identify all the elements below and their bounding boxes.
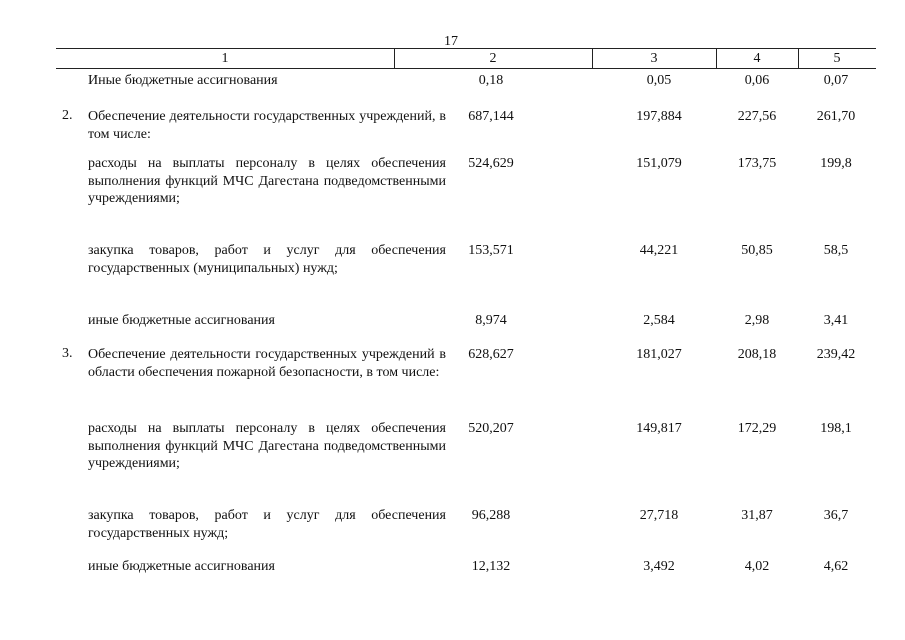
row-value-col4: 227,56 xyxy=(737,109,777,124)
row-description: иные бюджетные ассигнования xyxy=(88,313,275,328)
row-value-col4: 0,06 xyxy=(744,73,770,88)
row-value-col3: 197,884 xyxy=(636,109,682,124)
row-value-col5: 0,07 xyxy=(823,73,849,88)
row-description: закупка товаров, работ и услуг для обеспечения государственных нужд; xyxy=(88,508,446,541)
row-description: Иные бюджетные ассигнования xyxy=(88,73,278,88)
row-value-col5: 36,7 xyxy=(823,508,849,523)
row-description: закупка товаров, работ и услуг для обеспечения государственных (муниципальных) нужд; xyxy=(88,243,446,276)
row-value-col3: 2,584 xyxy=(643,313,675,328)
row-value-col2: 0,18 xyxy=(478,73,504,88)
row-value-col4: 172,29 xyxy=(737,421,777,436)
page-number: 17 xyxy=(444,34,458,49)
row-description: Обеспечение деятельности государственных учреждений, в том числе: xyxy=(88,109,446,142)
row-description: иные бюджетные ассигнования xyxy=(88,559,275,574)
row-value-col5: 198,1 xyxy=(820,421,852,436)
row-value-col5: 239,42 xyxy=(816,347,856,362)
row-description: Обеспечение деятельности государственных учреждений в области обеспечения пожарной безопасности, в том числе: xyxy=(88,347,446,380)
row-value-col5: 58,5 xyxy=(823,243,849,258)
row-value-col4: 31,87 xyxy=(741,508,773,523)
row-value-col2: 687,144 xyxy=(468,109,514,124)
row-value-col3: 44,221 xyxy=(639,243,679,258)
row-value-col2: 96,288 xyxy=(471,508,511,523)
row-value-col3: 27,718 xyxy=(639,508,679,523)
row-value-col3: 0,05 xyxy=(646,73,672,88)
row-value-col5: 3,41 xyxy=(823,313,849,328)
row-value-col2: 12,132 xyxy=(471,559,511,574)
row-value-col3: 3,492 xyxy=(643,559,675,574)
header-col-5: 5 xyxy=(833,51,841,66)
table-header xyxy=(56,48,876,69)
header-col-1: 1 xyxy=(221,51,229,66)
row-value-col2: 520,207 xyxy=(468,421,514,436)
row-value-col4: 4,02 xyxy=(744,559,770,574)
row-value-col5: 261,70 xyxy=(816,109,856,124)
header-col-4: 4 xyxy=(753,51,761,66)
row-value-col3: 149,817 xyxy=(636,421,682,436)
row-value-col5: 199,8 xyxy=(820,156,852,171)
row-value-col3: 151,079 xyxy=(636,156,682,171)
row-value-col5: 4,62 xyxy=(823,559,849,574)
row-value-col2: 8,974 xyxy=(475,313,507,328)
row-value-col4: 50,85 xyxy=(741,243,773,258)
row-value-col4: 2,98 xyxy=(744,313,770,328)
row-value-col4: 173,75 xyxy=(737,156,777,171)
row-number: 3. xyxy=(62,346,73,361)
header-col-3: 3 xyxy=(650,51,658,66)
row-value-col2: 524,629 xyxy=(468,156,514,171)
header-col-2: 2 xyxy=(489,51,497,66)
row-value-col3: 181,027 xyxy=(636,347,682,362)
row-description: расходы на выплаты персоналу в целях обеспечения выполнения функций МЧС Дагестана подведомственными учреждениями; xyxy=(88,421,446,471)
row-number: 2. xyxy=(62,108,73,123)
row-description: расходы на выплаты персоналу в целях обеспечения выполнения функций МЧС Дагестана подведомственными учреждениями; xyxy=(88,156,446,206)
row-value-col2: 628,627 xyxy=(468,347,514,362)
row-value-col4: 208,18 xyxy=(737,347,777,362)
row-value-col2: 153,571 xyxy=(468,243,514,258)
